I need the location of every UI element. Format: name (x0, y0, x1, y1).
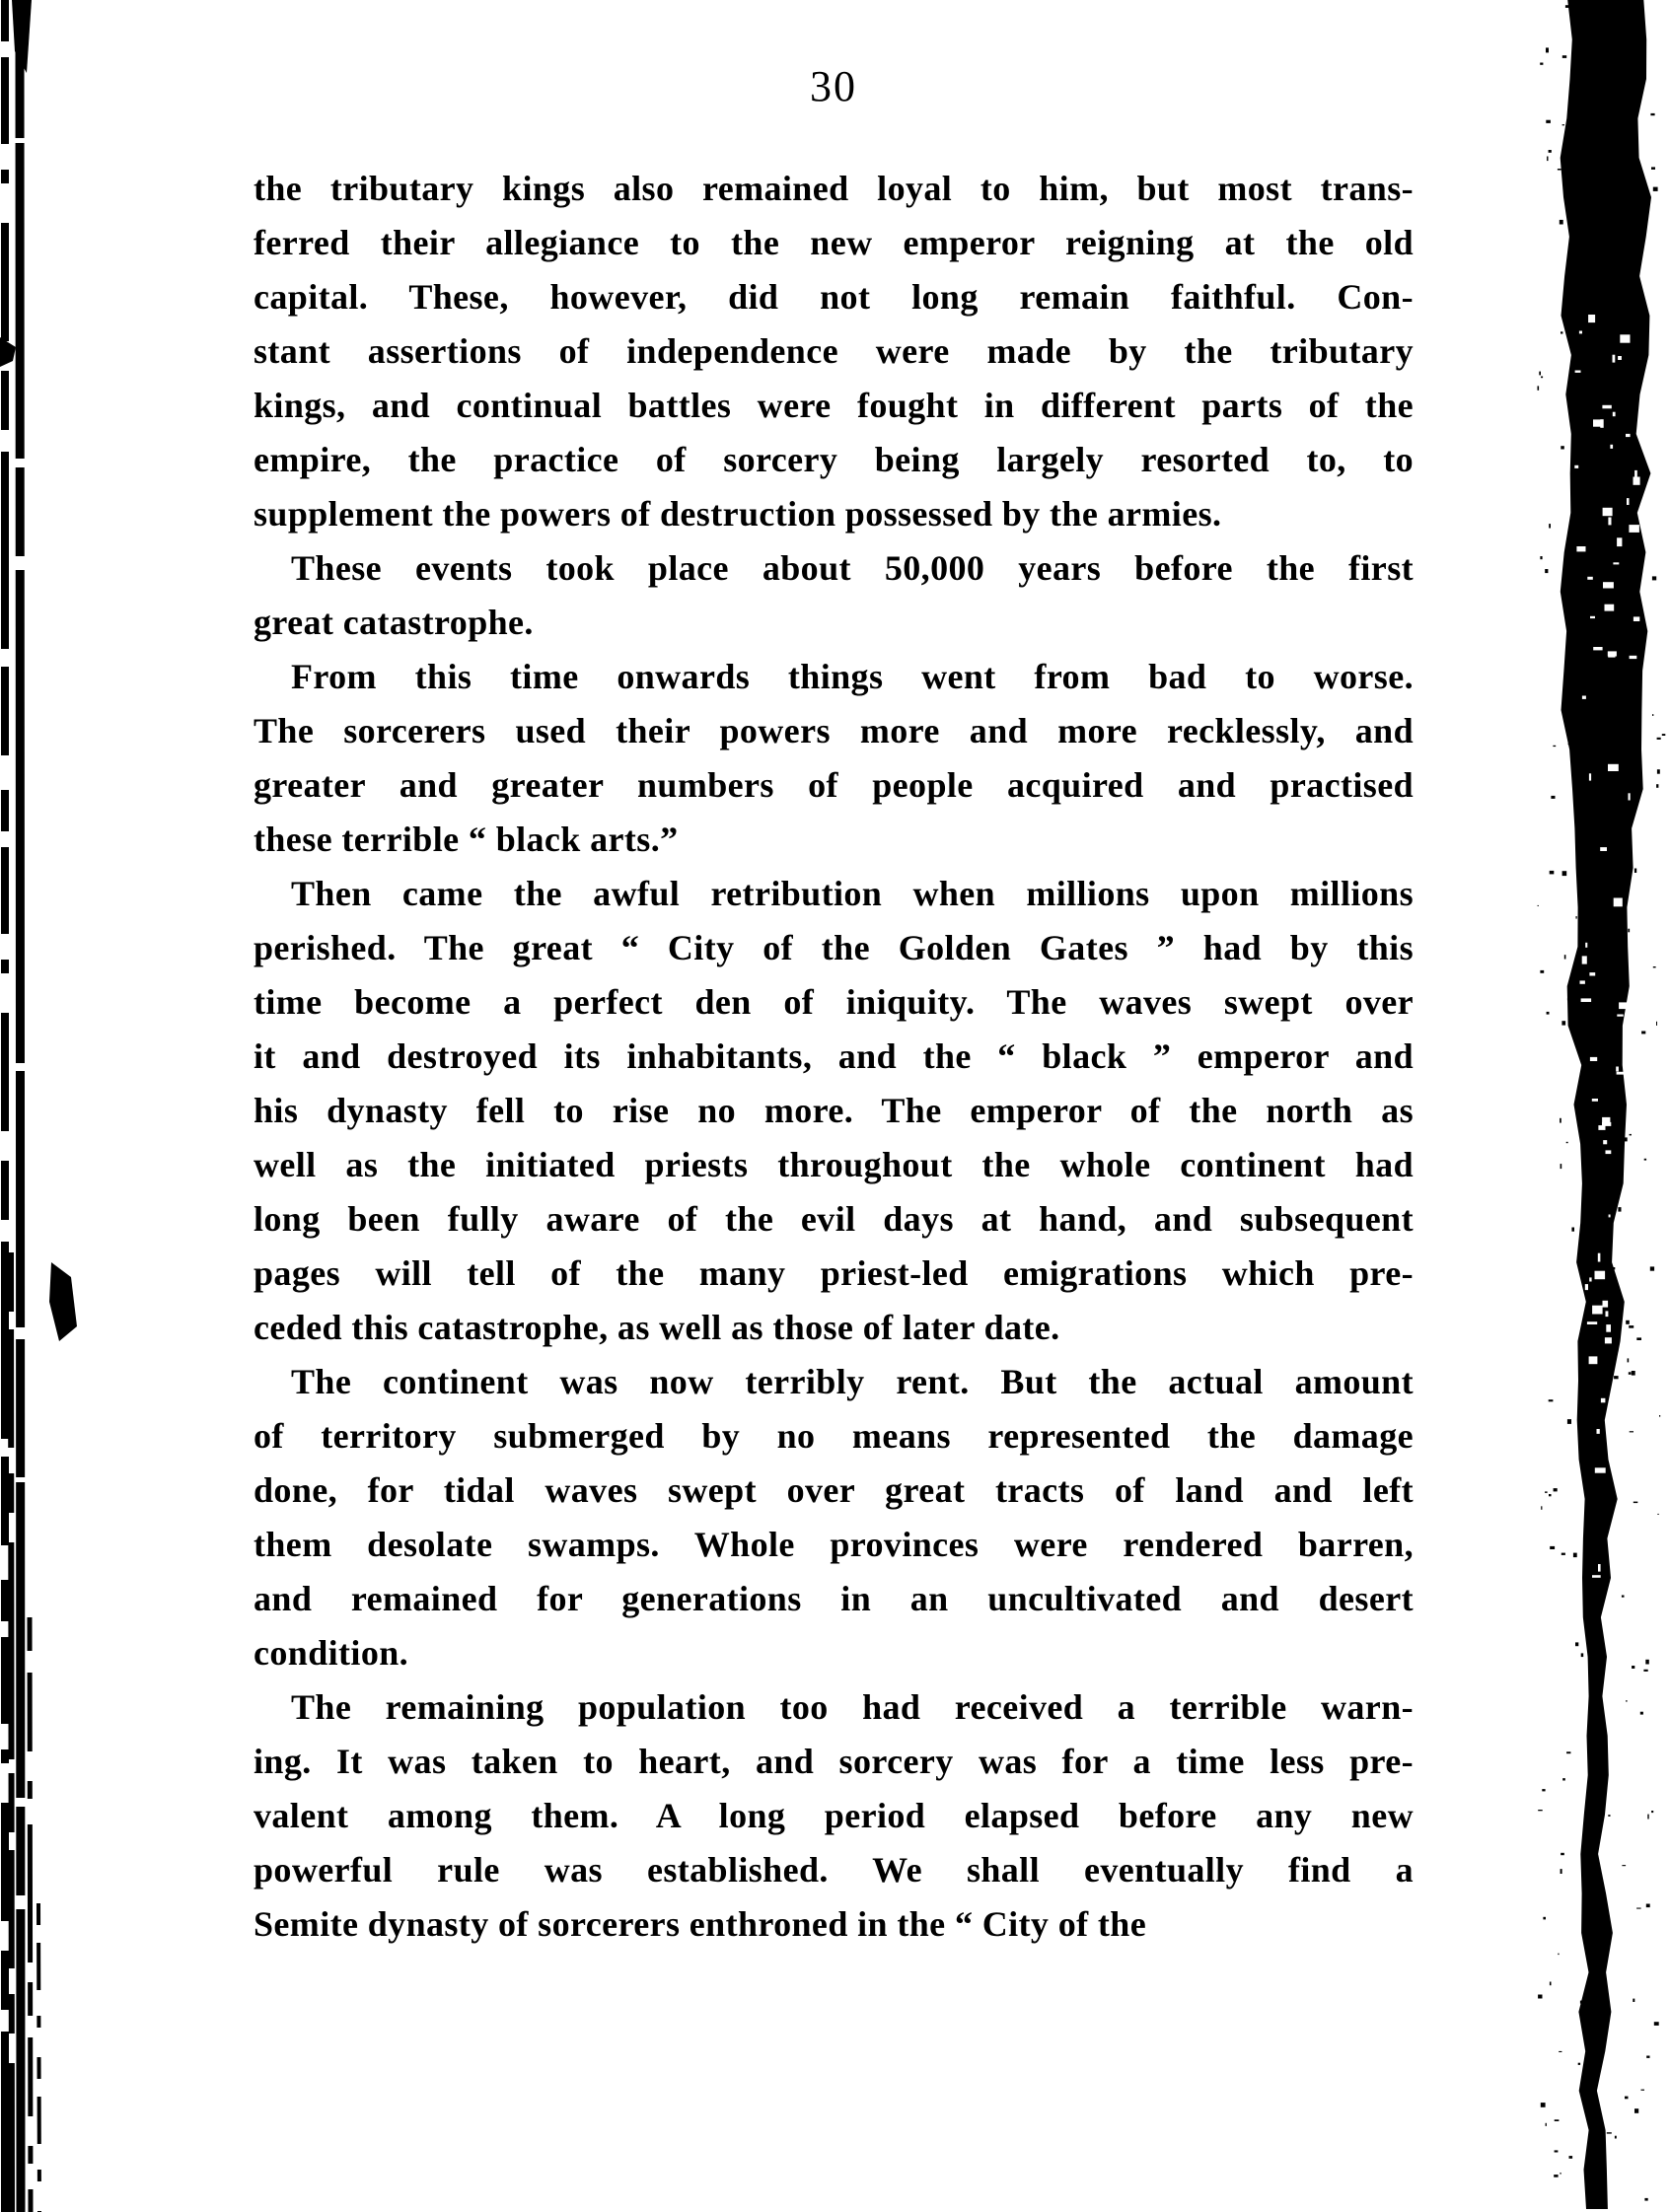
text-line: long been fully aware of the evil days at hand, and subsequent (254, 1199, 1414, 1239)
scan-artifact-left-strip-low1 (11, 1252, 12, 2212)
text-line: greater and greater numbers of people acquired and practised (254, 765, 1414, 805)
text-line: The remaining population too had received a terrible warn- (291, 1687, 1414, 1727)
text-line: time become a perfect den of iniquity. The waves swept over (254, 982, 1414, 1022)
text-line: done, for tidal waves swept over great tracts of land and left (254, 1470, 1414, 1510)
text-line: great catastrophe. (254, 603, 534, 642)
text-line: pages will tell of the many priest-led emigrations which pre- (254, 1253, 1414, 1293)
text-line: the tributary kings also remained loyal to him, but most trans- (254, 169, 1414, 208)
text-line: kings, and continual battles were fought in different parts of the (254, 386, 1414, 425)
text-line: them desolate swamps. Whole provinces were rendered barren, (254, 1525, 1414, 1564)
text-line: well as the initiated priests throughout the whole continent had (254, 1145, 1414, 1184)
scan-artifact-left-strip-inner (20, 0, 21, 2212)
text-line: The continent was now terribly rent. But the actual amount (291, 1362, 1414, 1401)
text-line: ing. It was taken to heart, and sorcery was for a time less pre- (254, 1742, 1414, 1781)
text-line: these terrible “ black arts.” (254, 820, 679, 859)
page-text (254, 162, 1414, 1952)
text-line: ferred their allegiance to the new emperor reigning at the old (254, 223, 1414, 262)
scan-artifact-topleft-wedge (12, 0, 32, 73)
text-line: and remained for generations in an uncultivated and desert (254, 1579, 1414, 1618)
text-line: These events took place about 50,000 years before the first (291, 548, 1414, 588)
text-line: capital. These, however, did not long remain faithful. Con- (254, 277, 1414, 317)
text-line: condition. (254, 1633, 409, 1673)
text-line: his dynasty fell to rise no more. The emperor of the north as (254, 1091, 1414, 1130)
scan-artifact-left-strip-low2 (30, 1617, 31, 2212)
text-line: supplement the powers of destruction possessed by the armies. (254, 494, 1222, 534)
text-line: ceded this catastrophe, as well as those of later date. (254, 1308, 1060, 1347)
scan-artifact-left-blob (49, 1262, 77, 1341)
text-line: valent among them. A long period elapsed before any new (254, 1796, 1414, 1835)
text-line: Then came the awful retribution when millions upon millions (291, 874, 1414, 913)
page-number: 30 (810, 62, 857, 110)
text-line: powerful rule was established. We shall eventually find a (254, 1850, 1414, 1890)
text-line: Semite dynasty of sorcerers enthroned in the “ City of the (254, 1904, 1147, 1944)
scan-artifact-midleft-blob (0, 337, 16, 367)
text-line: it and destroyed its inhabitants, and the “ black ” emperor and (254, 1036, 1414, 1076)
text-line: stant assertions of independence were made by the tributary (254, 331, 1414, 371)
text-line: empire, the practice of sorcery being largely resorted to, to (254, 440, 1414, 479)
scan-artifact-right-band (1538, 0, 1666, 2209)
text-line: of territory submerged by no means represented the damage (254, 1416, 1414, 1456)
text-line: From this time onwards things went from bad to worse. (291, 657, 1414, 696)
text-line: The sorcerers used their powers more and more recklessly, and (254, 711, 1414, 750)
scan-artifact-left-strip-low3 (38, 1903, 39, 2212)
text-line: perished. The great “ City of the Golden Gates ” had by this (254, 928, 1414, 967)
